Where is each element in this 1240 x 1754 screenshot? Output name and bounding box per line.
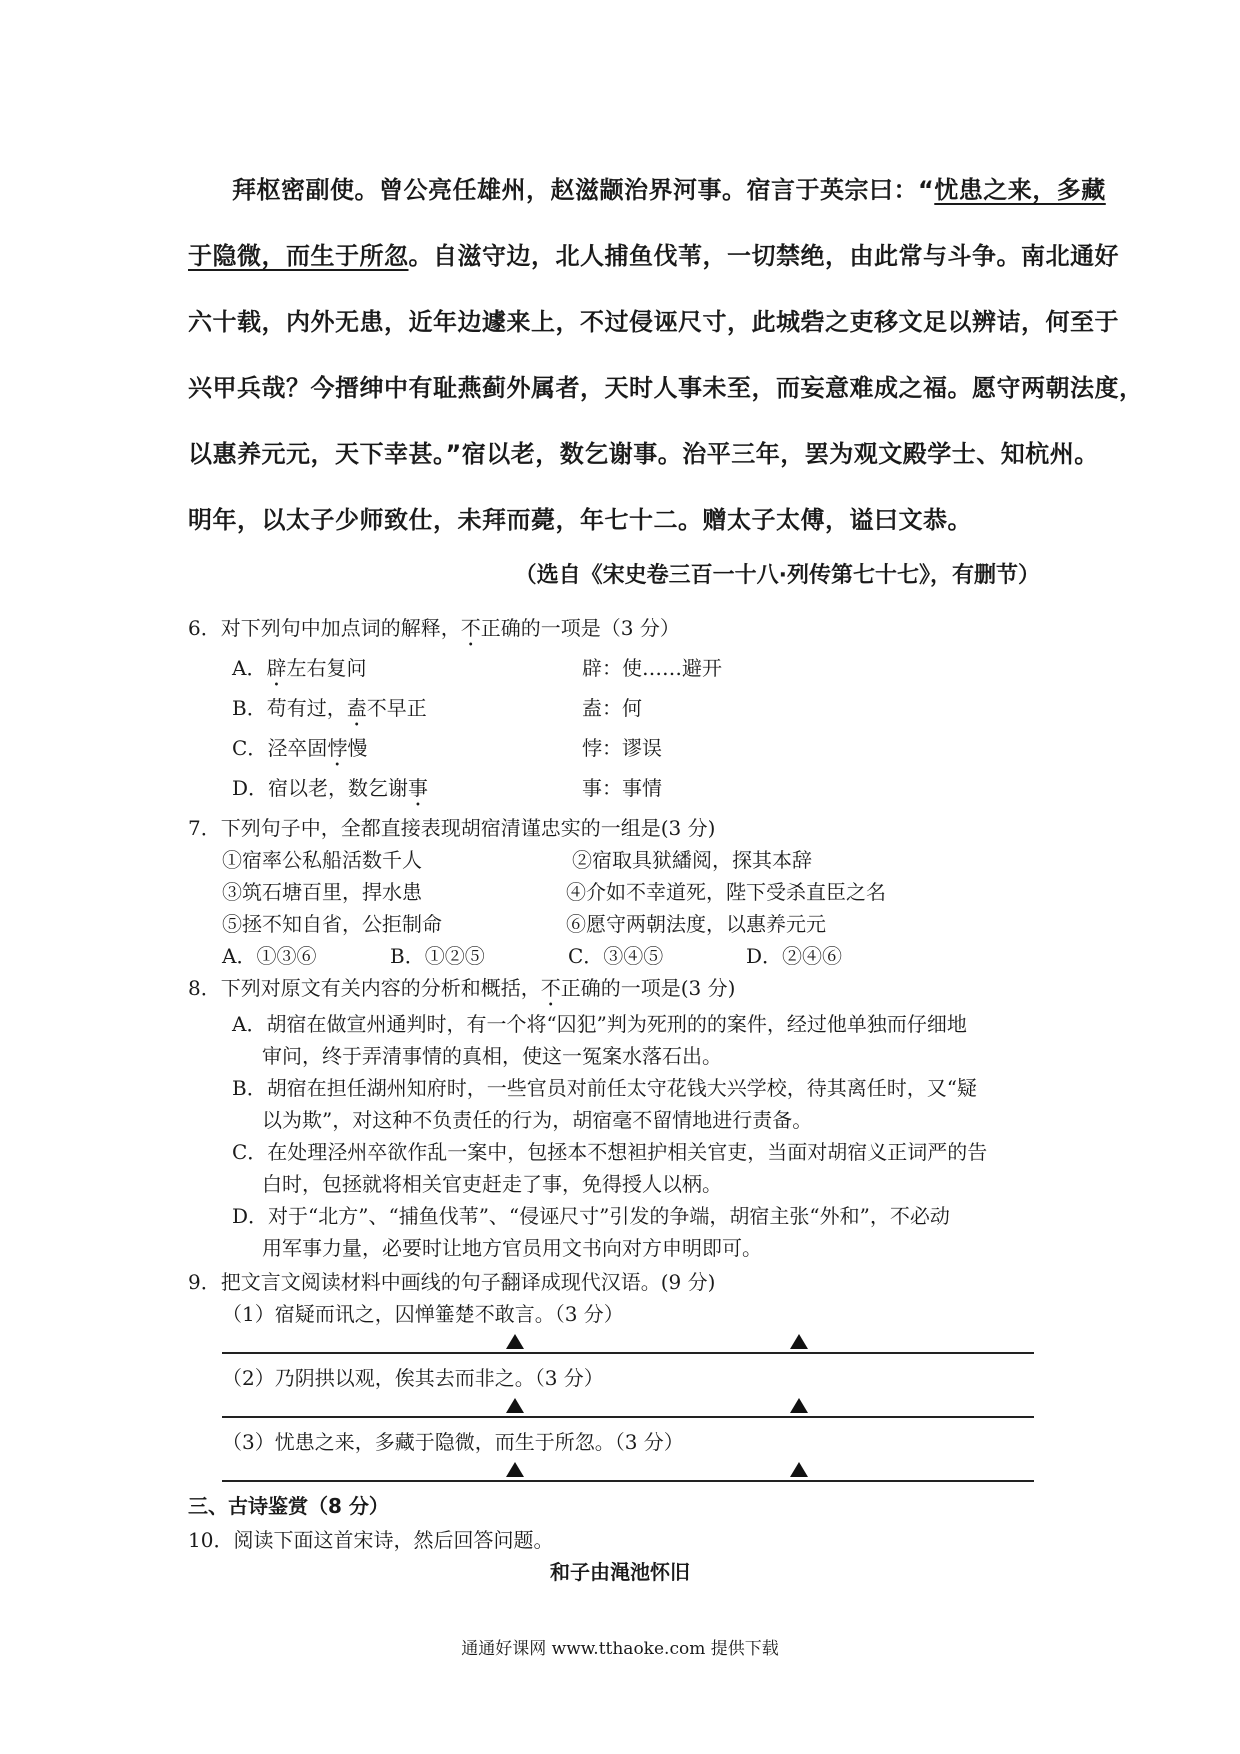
q8-stem — [188, 972, 735, 1011]
option-label: D． — [232, 776, 269, 800]
emphasis-char: 盍 — [346, 696, 367, 720]
emphasis-char: 事 — [408, 776, 429, 800]
option-text: 宿以老，数乞谢 — [268, 776, 409, 800]
answer-triangle-icon — [506, 1398, 524, 1413]
passage-text: 。自滋守边，北人捕鱼伐苇，一切禁绝，由此常与斗争。南北通好 — [408, 242, 1119, 270]
option-text: 苟有过， — [266, 696, 347, 720]
q7-answer-a: A．①③⑥ — [222, 944, 317, 968]
q8-option-c-line2: 白时，包拯就将相关官吏赶走了事，免得授人以柄。 — [262, 1172, 722, 1196]
q8-option-a-line2: 审问，终于弄清事情的真相，使这一冤案水落石出。 — [262, 1044, 722, 1068]
q6-option-c — [232, 732, 367, 771]
q10-stem: 10．阅读下面这首宋诗，然后回答问题。 — [188, 1528, 554, 1552]
q6-option-b — [232, 692, 427, 731]
underlined-sentence: 于隐微，而生于所忽 — [188, 242, 409, 270]
passage-line-1 — [232, 170, 1106, 205]
option-text: 不早正 — [366, 696, 427, 720]
q8-option-d-line1: D．对于“北方”、“捕鱼伐苇”、“侵诬尺寸”引发的争端，胡宿主张“外和”，不必动 — [232, 1204, 950, 1228]
poem-title: 和子由渑池怀旧 — [550, 1560, 690, 1584]
q8-option-d-line2: 用军事力量，必要时让地方官员用文书向对方申明即可。 — [262, 1236, 762, 1260]
option-text: 左右复问 — [286, 656, 367, 680]
q6-option-a — [232, 652, 366, 691]
q9-item-2: （2）乃阴拱以观，俟其去而非之。（3 分） — [222, 1366, 604, 1390]
q6-stem-text: 正确的一项是（3 分） — [480, 616, 680, 640]
answer-triangle-icon — [790, 1398, 808, 1413]
q8-stem-text: 8．下列对原文有关内容的分析和概括， — [188, 976, 541, 1000]
q7-item-1: ①宿率公私船活数千人 — [222, 848, 422, 872]
passage-line-4: 兴甲兵哉？今搢绅中有耻燕蓟外属者，天时人事未至，而妄意难成之福。愿守两朝法度， — [188, 374, 1144, 402]
q7-item-3: ③筑石塘百里，捍水患 — [222, 880, 422, 904]
section-heading: 三、古诗鉴赏（8 分） — [188, 1494, 389, 1518]
passage-line-5: 以惠养元元，天下幸甚。”宿以老，数乞谢事。治平三年，罢为观文殿学士、知杭州。 — [188, 440, 1099, 468]
q6-gloss-b: 盍：何 — [582, 696, 642, 720]
answer-triangle-icon — [790, 1462, 808, 1477]
passage-line-2 — [188, 236, 1119, 271]
emphasis-char: 不 — [540, 976, 561, 1000]
option-label: C． — [232, 736, 268, 760]
passage-source: （选自《宋史卷三百一十八·列传第七十七》，有删节） — [514, 563, 1040, 588]
option-label: B． — [232, 696, 267, 720]
q9-item-3: （3）忧患之来，多藏于隐微，而生于所忽。（3 分） — [222, 1430, 684, 1454]
q6-gloss-a: 辟：使……避开 — [582, 656, 722, 680]
q7-item-2: ②宿取具狱繙阅，探其本辞 — [572, 848, 812, 872]
q7-answer-c: C．③④⑤ — [568, 944, 664, 968]
q6-stem — [188, 612, 680, 651]
answer-triangle-icon — [506, 1334, 524, 1349]
q6-stem-text: 6．对下列句中加点词的解释， — [188, 616, 461, 640]
q8-option-a-line1: A．胡宿在做宣州通判时，有一个将“囚犯”判为死刑的的案件，经过他单独而仔细地 — [232, 1012, 967, 1036]
answer-line[interactable] — [222, 1352, 1034, 1354]
q7-item-5: ⑤拯不知自省，公拒制命 — [222, 912, 442, 936]
answer-line[interactable] — [222, 1480, 1034, 1482]
page-footer: 通通好课网 www.tthaoke.com 提供下载 — [461, 1639, 779, 1659]
q9-stem: 9．把文言文阅读材料中画线的句子翻译成现代汉语。(9 分) — [188, 1270, 716, 1294]
q7-item-6: ⑥愿守两朝法度，以惠养元元 — [566, 912, 826, 936]
passage-text: 拜枢密副使。曾公亮任雄州，赵滋颛治界河事。宿言于英宗曰：“ — [232, 176, 935, 204]
q8-option-b-line1: B．胡宿在担任湖州知府时，一些官员对前任太守花钱大兴学校，待其离任时，又“疑 — [232, 1076, 977, 1100]
option-label: A． — [232, 656, 267, 680]
answer-triangle-icon — [790, 1334, 808, 1349]
emphasis-char: 悖 — [327, 736, 348, 760]
q6-option-d — [232, 772, 428, 811]
option-text: 慢 — [347, 736, 368, 760]
q8-option-b-line2: 以为欺”，对这种不负责任的行为，胡宿毫不留情地进行责备。 — [262, 1108, 813, 1132]
q8-option-c-line1: C．在处理泾州卒欲作乱一案中，包拯本不想袒护相关官吏，当面对胡宿义正词严的告 — [232, 1140, 988, 1164]
q6-gloss-c: 悖：谬误 — [582, 736, 662, 760]
q9-item-1: （1）宿疑而讯之，囚惮箠楚不敢言。（3 分） — [222, 1302, 624, 1326]
q7-answer-d: D．②④⑥ — [746, 944, 843, 968]
underlined-sentence: 忧患之来，多藏 — [934, 176, 1106, 204]
answer-line[interactable] — [222, 1416, 1034, 1418]
q8-stem-text: 正确的一项是(3 分) — [560, 976, 736, 1000]
q7-stem: 7．下列句子中，全都直接表现胡宿清谨忠实的一组是(3 分) — [188, 816, 716, 840]
q7-answer-b: B．①②⑤ — [390, 944, 485, 968]
q6-gloss-d: 事：事情 — [582, 776, 662, 800]
q7-item-4: ④介如不幸道死，陛下受杀直臣之名 — [566, 880, 886, 904]
emphasis-char: 不 — [460, 616, 481, 640]
passage-line-3: 六十载，内外无患，近年边遽来上，不过侵诬尺寸，此城砦之吏移文足以辨诘，何至于 — [188, 308, 1119, 336]
emphasis-char: 辟 — [266, 656, 287, 680]
answer-triangle-icon — [506, 1462, 524, 1477]
option-text: 泾卒固 — [267, 736, 328, 760]
passage-line-6: 明年，以太子少师致仕，未拜而薨，年七十二。赠太子太傅，谥曰文恭。 — [188, 506, 972, 534]
